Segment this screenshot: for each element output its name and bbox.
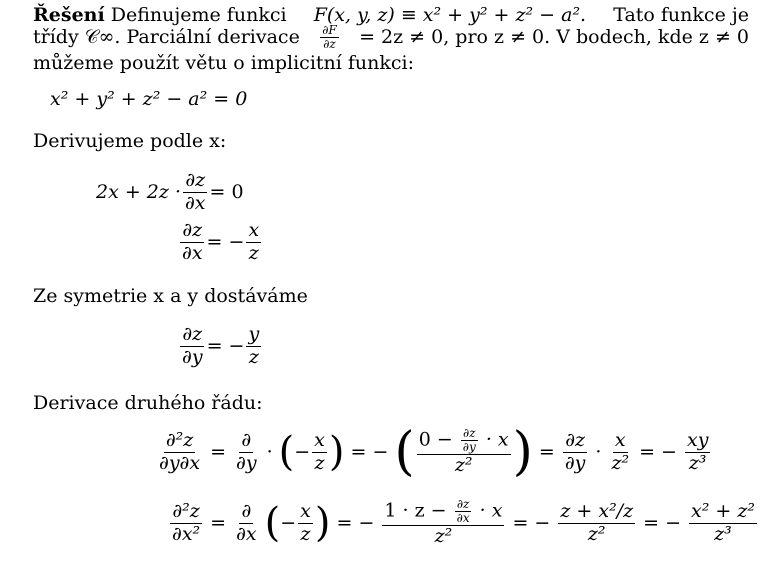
eq3-fraction	[180, 220, 205, 265]
eq5-f5-den: ∂y	[564, 451, 586, 474]
eq6-f3-den: z	[300, 522, 311, 545]
eq5-paren-open: (	[278, 429, 295, 475]
eq6-f2-den: ∂x	[236, 522, 257, 545]
eq2-frac-num: ∂z	[185, 169, 206, 191]
function-definition: F(x, y, z) ≡ x² + y² + z² − a².	[313, 4, 587, 26]
text-druheho-radu: Derivace druhého řádu:	[33, 392, 263, 414]
eq6-f3-num: x	[300, 499, 311, 522]
eq5-f2-num: ∂	[241, 428, 252, 451]
eq5-f4	[417, 427, 511, 477]
eq5-dot2: ·	[595, 440, 602, 463]
partial-num: ∂F	[322, 23, 337, 37]
eq5-f1-den: ∂y∂x	[159, 451, 201, 474]
eq6-f5	[558, 501, 635, 546]
eq6-f4-den: z²	[434, 525, 453, 548]
tato-text: Tato funkce je	[613, 4, 749, 26]
eq6-minus: −	[280, 511, 297, 534]
equation-derivative-x	[96, 170, 244, 215]
eq2-rhs: = 0	[209, 180, 244, 203]
eq5-f6-den: z²	[611, 451, 630, 474]
eq5-eq3: =	[538, 440, 555, 463]
eq6-f6-den: z³	[714, 522, 732, 545]
eq5-f6-num: x	[614, 428, 626, 451]
eq6-paren-close: )	[314, 500, 331, 547]
partial-fraction	[320, 24, 339, 51]
equation-mixed-second	[155, 422, 712, 482]
equation-dz-dx	[178, 220, 263, 265]
eq5-f2-den: ∂y	[236, 451, 257, 474]
eq3-rhs-fraction	[246, 220, 261, 265]
eq5-big-open: (	[394, 422, 415, 482]
eq6-f6-num: x² + z²	[691, 499, 755, 522]
eq5-f5	[563, 430, 588, 475]
eq4-equals: = −	[206, 334, 245, 357]
eq5-f4-small-den: ∂y	[462, 440, 476, 455]
eq4-rhs-den: z	[248, 345, 259, 368]
eq6-f2	[234, 501, 259, 546]
eq5-eq2: = −	[350, 440, 389, 463]
eq5-f7-num: xy	[686, 428, 709, 451]
text-derivujeme: Derivujeme podle x:	[33, 130, 227, 152]
eq5-f1-num: ∂²z	[165, 428, 194, 451]
eq6-f4	[382, 498, 504, 548]
eq5-f7	[685, 430, 710, 475]
equation-sphere: x² + y² + z² − a² = 0	[50, 88, 248, 110]
eq4-fraction	[180, 324, 205, 369]
eq2-fraction	[183, 170, 208, 215]
class-text: třídy 𝒞∞. Parciální derivace	[33, 26, 300, 49]
eq3-frac-num: ∂z	[182, 219, 203, 241]
intro-text: Definujeme funkci	[110, 4, 287, 26]
eq3-rhs-den: z	[248, 241, 259, 264]
eq5-paren-close: )	[328, 429, 345, 475]
eq5-minus: −	[294, 440, 311, 463]
eq5-f4-small-num: ∂z	[463, 425, 476, 440]
equation-xx-second	[168, 498, 759, 548]
eq5-eq1: =	[210, 440, 227, 463]
paragraph-line-2	[33, 24, 749, 51]
eq5-dot: ·	[266, 440, 273, 463]
eq4-rhs-fraction	[246, 324, 261, 369]
eq6-f2-num: ∂	[241, 499, 252, 522]
eq5-f4-num-b: · x	[485, 428, 509, 451]
eq6-f4-num-b: · x	[479, 499, 503, 522]
eq6-eq3: = −	[512, 511, 551, 534]
eq6-f4-small-den: ∂x	[456, 511, 470, 526]
solution-heading: Řešení	[33, 4, 105, 26]
eq6-f1-num: ∂²z	[172, 499, 200, 522]
eq4-frac-num: ∂z	[182, 323, 203, 345]
eq5-f4-small	[461, 427, 478, 454]
partial-den: ∂z	[323, 37, 336, 52]
eq4-frac-den: ∂y	[182, 345, 203, 368]
eq6-f4-num-a: 1 · z −	[384, 499, 447, 522]
eq6-f6	[689, 501, 757, 546]
text-symetrie: Ze symetrie x a y dostáváme	[33, 285, 308, 307]
eq5-f2	[234, 430, 259, 475]
eq5-f3-den: z	[314, 451, 325, 474]
eq5-f1	[157, 430, 202, 475]
eq2-frac-den: ∂x	[184, 191, 206, 214]
eq6-eq2: = −	[336, 511, 375, 534]
eq3-rhs-num: x	[248, 219, 260, 241]
condition-text: = 2z ≠ 0, pro z ≠ 0. V bodech, kde z ≠ 0	[359, 26, 749, 49]
eq6-f1-den: ∂x²	[172, 522, 201, 545]
eq5-f7-den: z³	[688, 451, 707, 474]
eq5-f6	[609, 430, 631, 475]
eq5-big-close: )	[512, 422, 533, 482]
eq5-eq4: = −	[639, 440, 677, 463]
eq6-paren-open: (	[264, 500, 281, 547]
eq5-f4-num	[417, 427, 511, 455]
eq5-f5-num: ∂z	[565, 428, 586, 451]
eq6-eq1: =	[210, 511, 227, 534]
eq5-f4-den: z²	[454, 454, 473, 477]
eq6-eq4: = −	[643, 511, 681, 534]
eq2-lhs: 2x + 2z ·	[96, 180, 181, 203]
eq3-equals: = −	[206, 230, 245, 253]
eq6-f4-small-num: ∂z	[456, 497, 470, 511]
equation-dz-dy	[178, 324, 263, 369]
eq5-f4-num-a: 0 −	[418, 428, 453, 451]
paragraph-line-3: můžeme použít větu o implicitní funkci:	[33, 52, 415, 74]
eq6-f5-num: z + x²/z	[560, 499, 634, 522]
eq3-frac-den: ∂x	[182, 241, 203, 264]
eq6-f5-den: z²	[587, 522, 606, 545]
eq6-f4-small	[455, 498, 472, 525]
eq6-f1	[170, 501, 202, 546]
eq4-rhs-num: y	[248, 323, 260, 345]
eq5-f3	[312, 430, 327, 475]
eq5-f3-num: x	[314, 428, 325, 451]
eq6-f4-num	[382, 498, 504, 526]
eq6-f3	[298, 501, 313, 546]
